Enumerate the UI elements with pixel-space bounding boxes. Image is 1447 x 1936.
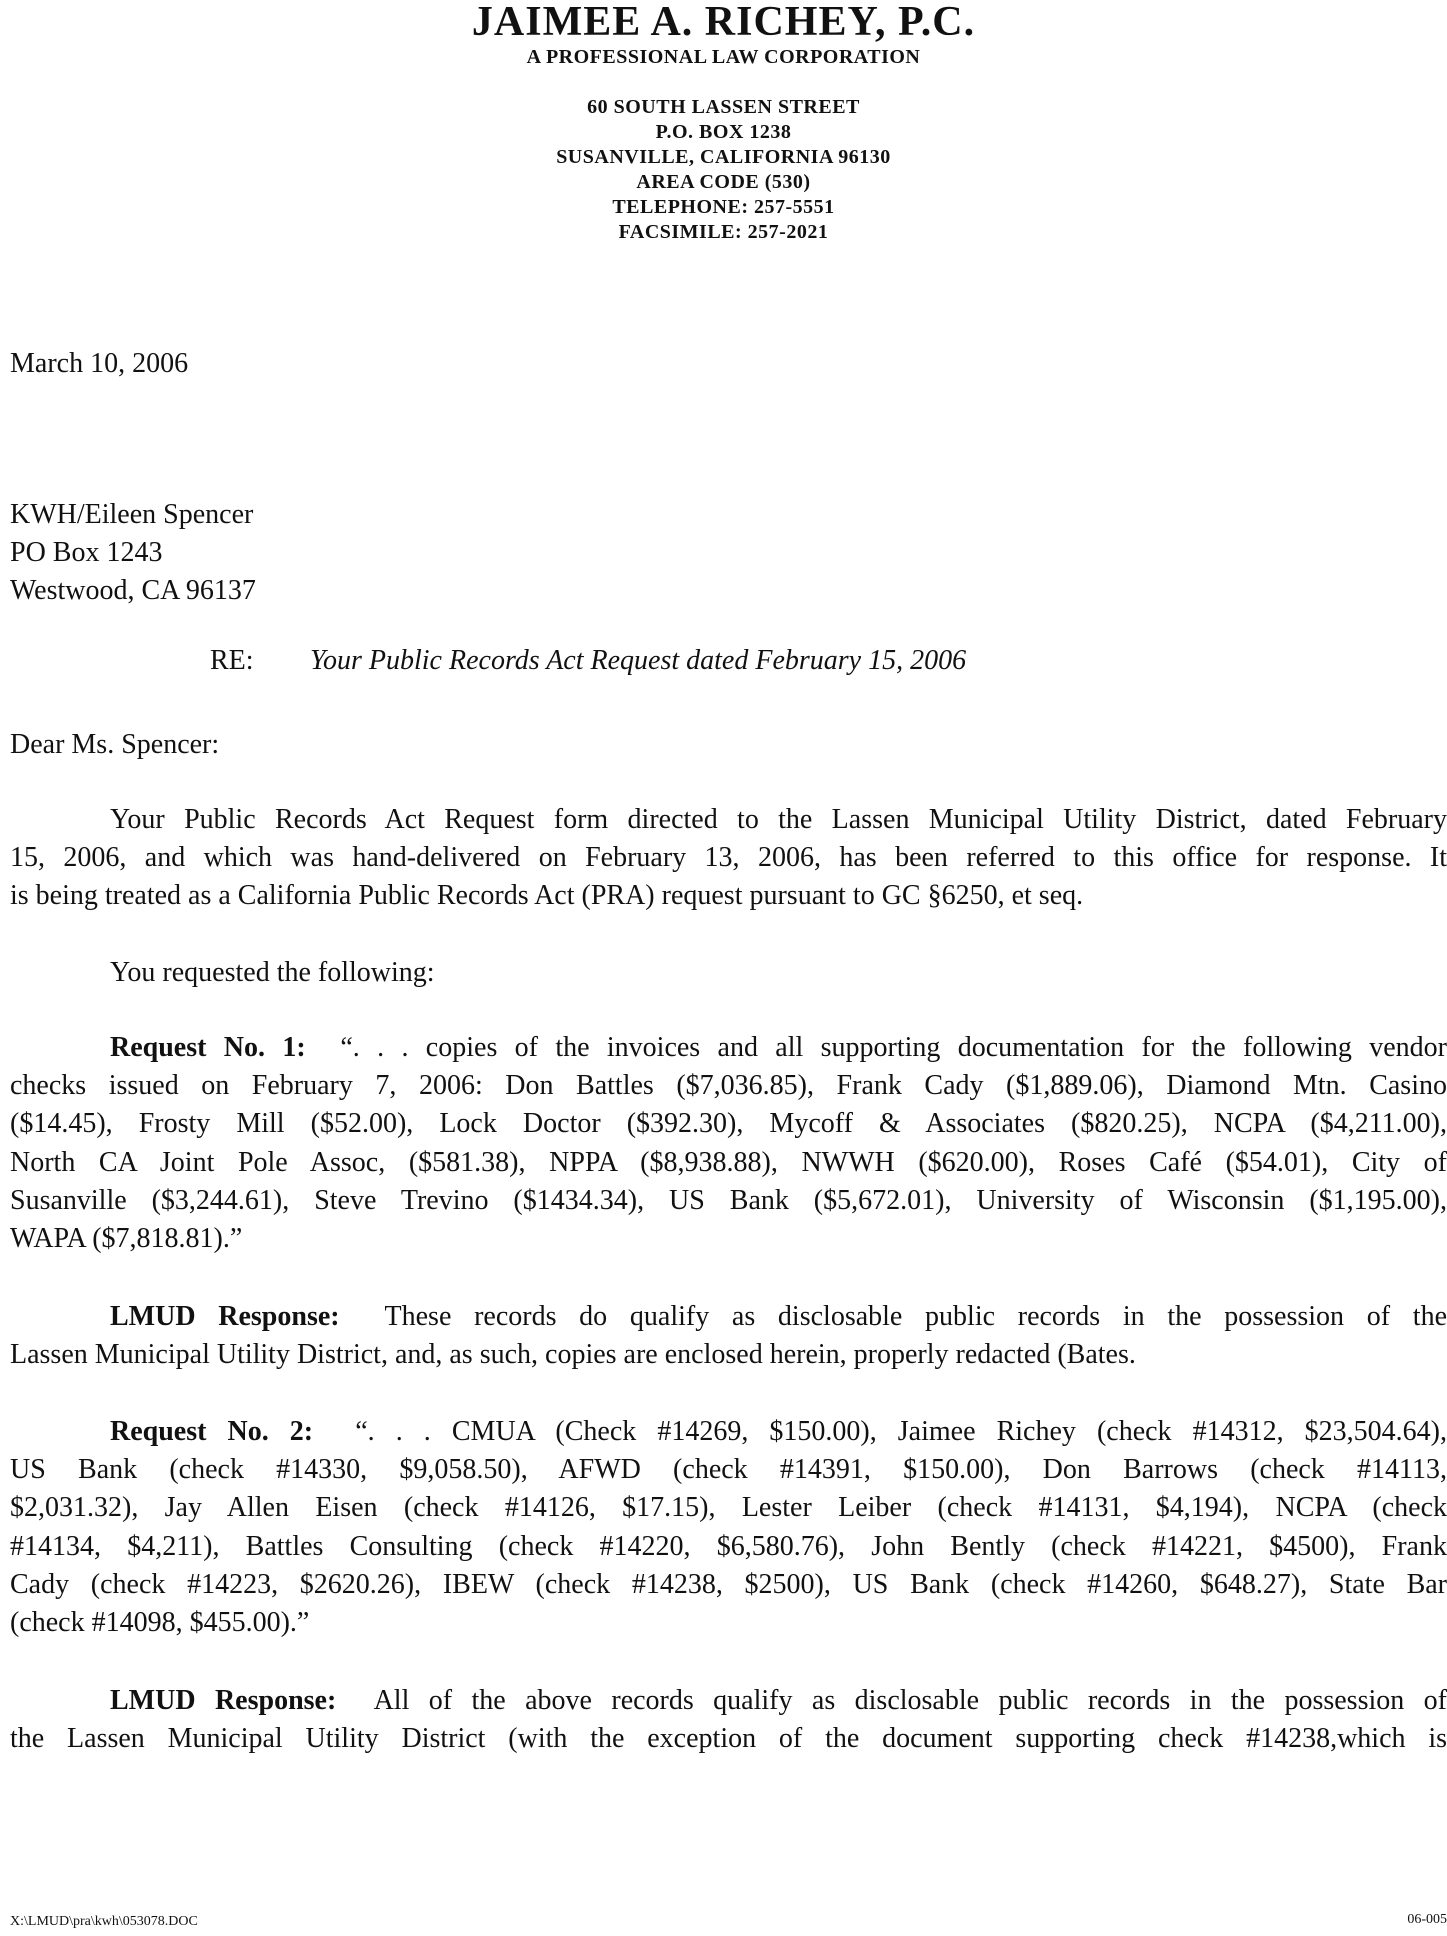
intro-line: is being treated as a California Public Records Act (PRA) request pursuant to GC §6250, et seq. xyxy=(10,880,1084,912)
request-1-label: Request No. 1: xyxy=(110,1032,306,1063)
request-2-line: (check #14098, $455.00).” xyxy=(10,1607,310,1639)
response-1-paragraph xyxy=(10,1298,1447,1374)
firm-name: JAIMEE A. RICHEY, P.C. xyxy=(471,0,976,45)
address-area-code: AREA CODE (530) xyxy=(636,171,811,193)
request-1-line: Susanville ($3,244.61), Steve Trevino ($1434.34), US Bank ($5,672.01), University of Wisconsin ($1,195.00), xyxy=(10,1184,1447,1216)
request-2-paragraph xyxy=(10,1413,1447,1642)
footer-file-path: X:\LMUD\pra\kwh\053078.DOC xyxy=(10,1914,198,1929)
intro-paragraph xyxy=(10,801,1447,916)
address-facsimile: FACSIMILE: 257-2021 xyxy=(618,221,829,243)
recipient-city: Westwood, CA 96137 xyxy=(10,575,256,606)
request-1-paragraph xyxy=(10,1029,1447,1258)
intro-line: 15, 2006, and which was hand-delivered on February 13, 2006, has been referred to this office for response. It xyxy=(10,842,1447,874)
address-telephone: TELEPHONE: 257-5551 xyxy=(612,196,835,218)
requested-intro: You requested the following: xyxy=(110,957,435,988)
response-2-paragraph xyxy=(10,1682,1447,1758)
response-2-line: the Lassen Municipal Utility District (with the exception of the document supporting check #14238,which is xyxy=(10,1723,1447,1755)
request-1-line: North CA Joint Pole Assoc, ($581.38), NPPA ($8,938.88), NWWH ($620.00), Roses Café ($54.01), City of xyxy=(10,1146,1447,1178)
request-2-line: Request No. 2: “. . . CMUA (Check #14269, $150.00), Jaimee Richey (check #14312, $23,504.64), xyxy=(110,1416,1447,1447)
firm-subtitle: A PROFESSIONAL LAW CORPORATION xyxy=(526,46,921,68)
response-2-label: LMUD Response: xyxy=(110,1685,337,1716)
request-1-line: checks issued on February 7, 2006: Don Battles ($7,036.85), Frank Cady ($1,889.06), Diamond Mtn. Casino xyxy=(10,1070,1447,1102)
request-2-label: Request No. 2: xyxy=(110,1416,314,1447)
re-label: RE: xyxy=(210,645,254,676)
response-2-line: LMUD Response: All of the above records qualify as disclosable public records in the possession of xyxy=(110,1685,1447,1716)
recipient-name: KWH/Eileen Spencer xyxy=(10,499,254,530)
request-1-line: Request No. 1: “. . . copies of the invoices and all supporting documentation for the following vendor xyxy=(110,1032,1447,1063)
response-1-label: LMUD Response: xyxy=(110,1301,340,1332)
address-city: SUSANVILLE, CALIFORNIA 96130 xyxy=(556,146,891,168)
salutation: Dear Ms. Spencer: xyxy=(10,729,220,760)
request-2-line: $2,031.32), Jay Allen Eisen (check #14126, $17.15), Lester Leiber (check #14131, $4,194), NCPA (check xyxy=(10,1492,1447,1524)
request-1-line: ($14.45), Frosty Mill ($52.00), Lock Doctor ($392.30), Mycoff & Associates ($820.25), NCPA ($4,211.00), xyxy=(10,1108,1447,1140)
intro-line: Your Public Records Act Request form directed to the Lassen Municipal Utility District, dated February xyxy=(110,804,1447,835)
request-2-line: Cady (check #14223, $2620.26), IBEW (check #14238, $2500), US Bank (check #14260, $648.27), State Bar xyxy=(10,1568,1447,1600)
request-2-line: US Bank (check #14330, $9,058.50), AFWD (check #14391, $150.00), Don Barrows (check #14113, xyxy=(10,1454,1447,1486)
address-street: 60 SOUTH LASSEN STREET xyxy=(587,96,860,118)
footer-code: 06-005 xyxy=(1407,1912,1447,1927)
recipient-po-box: PO Box 1243 xyxy=(10,537,163,568)
re-subject: Your Public Records Act Request dated February 15, 2006 xyxy=(310,645,967,676)
address-po-box: P.O. BOX 1238 xyxy=(655,121,792,143)
response-1-line: LMUD Response: These records do qualify as disclosable public records in the possession of the xyxy=(110,1301,1447,1332)
request-2-line: #14134, $4,211), Battles Consulting (check #14220, $6,580.76), John Bently (check #14221, $4500), Frank xyxy=(10,1530,1447,1562)
letter-date: March 10, 2006 xyxy=(10,348,189,379)
response-1-line: Lassen Municipal Utility District, and, as such, copies are enclosed herein, properly redacted (Bates. xyxy=(10,1339,1136,1371)
request-1-line: WAPA ($7,818.81).” xyxy=(10,1223,243,1255)
